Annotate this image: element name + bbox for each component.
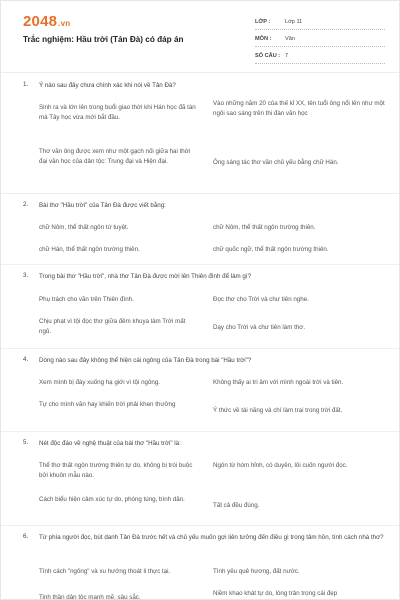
header [1,1,400,71]
option-b[interactable]: Đọc thơ cho Trời và chư tiên nghe. [213,296,309,303]
option-a[interactable]: chữ Nôm, thể thất ngôn tứ tuyệt. [39,224,129,231]
option-d[interactable]: Dạy cho Trời và chư tiên làm thơ. [213,324,306,331]
option-c[interactable]: chữ Hán, thể thất ngôn trường thiên. [39,246,140,253]
option-c[interactable]: Tự cho mình văn hay khiến trời phải khen thưởng [39,401,176,408]
option-d[interactable]: Niềm khao khát tự do, lòng trân trọng cái đẹp [213,590,338,597]
question-divider [1,264,400,265]
question-number: 1. [23,81,29,88]
meta-info [255,15,385,66]
question-number: 6. [23,533,29,540]
option-d[interactable]: chữ quốc ngữ, thể thất ngôn trường thiên. [213,246,329,253]
question-text: Dòng nào sau đây không thể hiện cái ngông của Tản Đà trong bài "Hầu trời"? [39,357,252,364]
meta-label: LỚP : [255,19,271,25]
site-logo[interactable]: 2048.vn [23,13,71,30]
option-a[interactable]: Xem mình bị đày xuống hạ giới vì tội ngông. [39,379,161,386]
option-b[interactable]: Vào những năm 20 của thế kỉ XX, tên tuổi ông nổi lên như một ngôi sao sáng trên thi đàn văn học [213,100,385,117]
option-c[interactable]: Tinh thần dân tộc mạnh mẽ, sâu sắc. [39,594,141,600]
header-divider [1,72,400,73]
option-c[interactable]: Chịu phạt vì tội đọc thơ giữa đêm khuya làm Trời mất ngủ. [39,318,186,335]
option-a[interactable]: Phụ trách cho văn trên Thiên đình. [39,296,134,303]
option-d[interactable]: Ý thức về tài năng và chí làm trai trong trời đất. [213,407,343,414]
meta-value: 7 [285,53,289,59]
option-b[interactable]: Ngôn từ hóm hỉnh, có duyên, lôi cuốn người đọc. [213,462,348,469]
page-title: Trắc nghiệm: Hầu trời (Tản Đà) có đáp án [23,35,184,44]
question-number: 3. [23,272,29,279]
question-text: Ý nào sau đây chưa chính xác khi nói về Tản Đà? [39,82,176,89]
option-b[interactable]: Tình yêu quê hương, đất nước. [213,568,300,575]
question-divider [1,193,400,194]
option-c[interactable]: Thơ văn ông được xem như một gạch nối giữa hai thời đại văn học của dân tộc: Trung đại và Hiện đại. [39,148,191,165]
option-c[interactable]: Cách biểu hiện cảm xúc tự do, phóng túng, bình dân. [39,496,185,503]
question-number: 5. [23,439,29,446]
question-text: Bài thơ "Hầu trời" của Tản Đà được viết bằng: [39,202,166,209]
question-number: 2. [23,201,29,208]
meta-row-count [255,49,385,64]
question-text: Trong bài thơ "Hầu trời", nhà thơ Tản Đà được mời lên Thiên đình để làm gì? [39,273,252,280]
meta-row-class [255,15,385,30]
question-divider [1,431,400,432]
option-d[interactable]: Ông sáng tác thơ văn chủ yếu bằng chữ Hán. [213,159,339,166]
question-divider [1,348,400,349]
question-number: 4. [23,356,29,363]
option-a[interactable]: Thể thơ thất ngôn trường thiên tự do, không bị trói buộc bởi khuôn mẫu nào. [39,462,193,479]
meta-value: Lớp 11 [285,19,303,25]
question-text: Từ phía người đọc, bút danh Tản Đà trước hết và chủ yếu muốn gợi liên tưởng đến điều gì trong tâm hồn, tính cách nhà thơ? [39,534,384,541]
question-text: Nét độc đáo về nghệ thuật của bài thơ "Hầu trời" là: [39,440,181,447]
option-a[interactable]: Sinh ra và lớn lên trong buổi giao thời khi Hán học đã tàn mà Tây học vừa mới bắt đầu. [39,104,196,121]
meta-label: MÔN : [255,36,272,42]
option-a[interactable]: Tính cách "ngông" và xu hướng thoát li thực tại. [39,568,171,575]
meta-value: Văn [285,36,295,42]
option-d[interactable]: Tất cả đều đúng. [213,502,260,509]
meta-row-subject [255,32,385,47]
option-b[interactable]: Không thấy ai tri âm với mình ngoài trời và tiên. [213,379,344,386]
meta-label: SỐ CÂU : [255,53,281,59]
question-divider [1,525,400,526]
option-b[interactable]: chữ Nôm, thể thất ngôn trường thiên. [213,224,316,231]
